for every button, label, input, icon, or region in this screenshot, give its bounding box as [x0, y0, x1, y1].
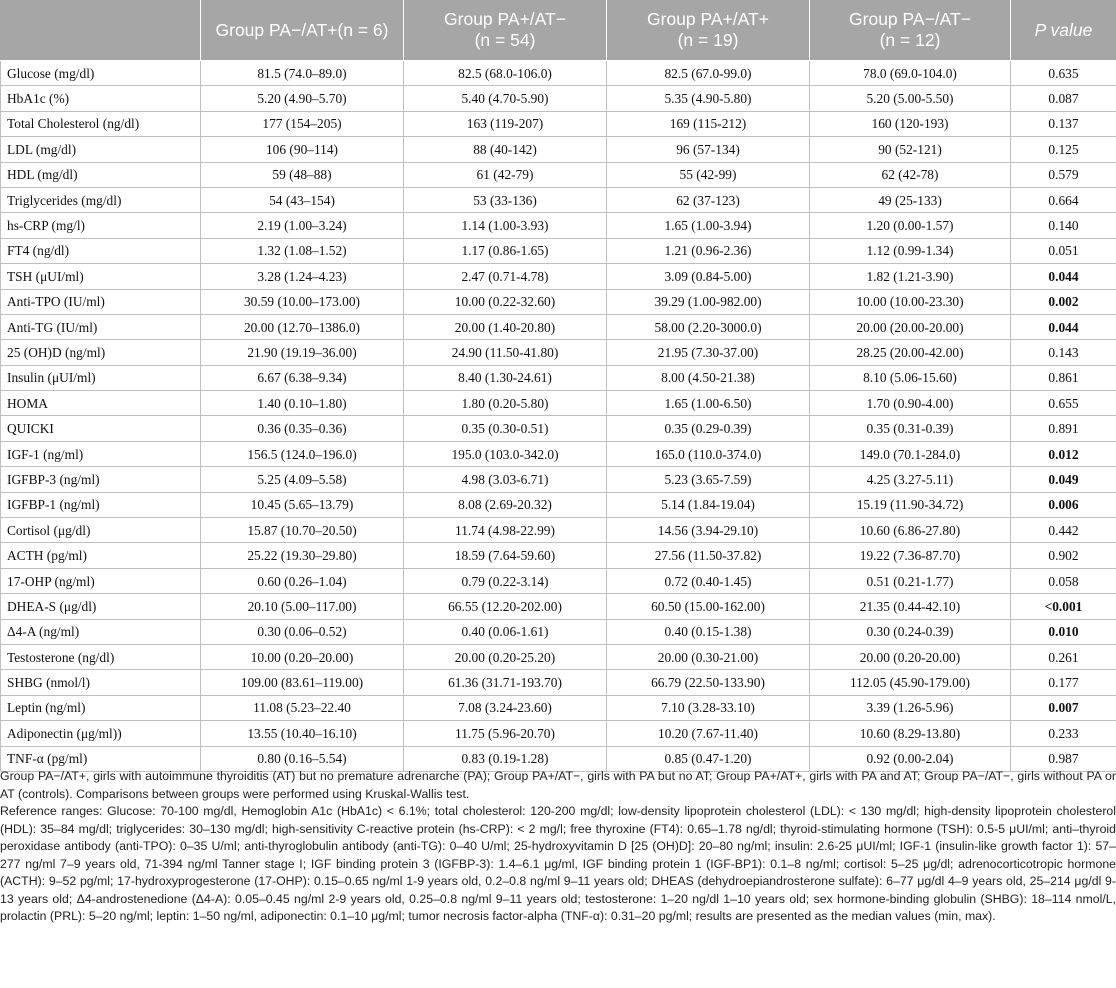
table-row	[1, 594, 1116, 619]
row-label: HOMA	[1, 391, 201, 416]
cell-group-pa-pos-at-pos: 20.00 (0.30-21.00)	[607, 644, 810, 669]
row-label: Triglycerides (mg/dl)	[1, 187, 201, 212]
cell-group-pa-neg-at-pos: 6.67 (6.38–9.34)	[201, 365, 404, 390]
cell-p-value: 0.002	[1011, 289, 1116, 314]
table-row	[1, 111, 1116, 136]
table-row	[1, 721, 1116, 746]
row-label: TNF-α (pg/ml)	[1, 746, 201, 771]
header-group-pa-neg-at-pos-label: Group PA−/AT+(n = 6)	[215, 19, 389, 40]
cell-group-pa-pos-at-pos: 7.10 (3.28-33.10)	[607, 695, 810, 720]
row-label: DHEA-S (μg/dl)	[1, 594, 201, 619]
cell-p-value: 0.579	[1011, 162, 1116, 187]
cell-group-pa-neg-at-neg: 4.25 (3.27-5.11)	[810, 467, 1011, 492]
row-label: Anti-TG (IU/ml)	[1, 314, 201, 339]
cell-group-pa-pos-at-pos: 8.00 (4.50-21.38)	[607, 365, 810, 390]
table-row	[1, 137, 1116, 162]
cell-group-pa-pos-at-neg: 82.5 (68.0-106.0)	[404, 61, 607, 86]
cell-group-pa-pos-at-pos: 1.21 (0.96-2.36)	[607, 238, 810, 263]
cell-p-value: 0.058	[1011, 568, 1116, 593]
cell-group-pa-pos-at-pos: 39.29 (1.00-982.00)	[607, 289, 810, 314]
cell-group-pa-pos-at-pos: 96 (57-134)	[607, 137, 810, 162]
cell-group-pa-pos-at-pos: 55 (42-99)	[607, 162, 810, 187]
cell-group-pa-neg-at-pos: 25.22 (19.30–29.80)	[201, 543, 404, 568]
cell-group-pa-pos-at-neg: 1.80 (0.20-5.80)	[404, 391, 607, 416]
row-label: Total Cholesterol (ng/dl)	[1, 111, 201, 136]
cell-group-pa-pos-at-neg: 24.90 (11.50-41.80)	[404, 340, 607, 365]
cell-group-pa-neg-at-pos: 5.25 (4.09–5.58)	[201, 467, 404, 492]
cell-group-pa-neg-at-pos: 1.40 (0.10–1.80)	[201, 391, 404, 416]
table-row	[1, 644, 1116, 669]
table-row	[1, 213, 1116, 238]
cell-p-value: 0.177	[1011, 670, 1116, 695]
row-label: Δ4-A (ng/ml)	[1, 619, 201, 644]
cell-group-pa-pos-at-pos: 1.65 (1.00-3.94)	[607, 213, 810, 238]
row-label: Anti-TPO (IU/ml)	[1, 289, 201, 314]
cell-p-value: 0.125	[1011, 137, 1116, 162]
row-label: 17-OHP (ng/ml)	[1, 568, 201, 593]
cell-group-pa-neg-at-pos: 156.5 (124.0–196.0)	[201, 441, 404, 466]
cell-group-pa-pos-at-neg: 0.83 (0.19-1.28)	[404, 746, 607, 771]
cell-group-pa-neg-at-pos: 15.87 (10.70–20.50)	[201, 518, 404, 543]
cell-p-value: 0.049	[1011, 467, 1116, 492]
row-label: HbA1c (%)	[1, 86, 201, 111]
cell-group-pa-neg-at-pos: 30.59 (10.00–173.00)	[201, 289, 404, 314]
row-label: LDL (mg/dl)	[1, 137, 201, 162]
row-label: QUICKI	[1, 416, 201, 441]
cell-group-pa-pos-at-neg: 1.14 (1.00-3.93)	[404, 213, 607, 238]
cell-group-pa-pos-at-pos: 10.20 (7.67-11.40)	[607, 721, 810, 746]
cell-group-pa-neg-at-neg: 19.22 (7.36-87.70)	[810, 543, 1011, 568]
header-parameter	[1, 0, 201, 61]
row-label: Testosterone (ng/dl)	[1, 644, 201, 669]
cell-p-value: 0.987	[1011, 746, 1116, 771]
table-row	[1, 518, 1116, 543]
cell-p-value: 0.007	[1011, 695, 1116, 720]
header-group-pa-neg-at-neg	[810, 0, 1011, 61]
cell-group-pa-neg-at-pos: 0.30 (0.06–0.52)	[201, 619, 404, 644]
cell-group-pa-neg-at-neg: 15.19 (11.90-34.72)	[810, 492, 1011, 517]
table-row	[1, 492, 1116, 517]
cell-group-pa-pos-at-neg: 7.08 (3.24-23.60)	[404, 695, 607, 720]
cell-group-pa-neg-at-neg: 10.60 (8.29-13.80)	[810, 721, 1011, 746]
cell-p-value: 0.635	[1011, 61, 1116, 86]
cell-group-pa-neg-at-neg: 78.0 (69.0-104.0)	[810, 61, 1011, 86]
cell-group-pa-pos-at-neg: 0.79 (0.22-3.14)	[404, 568, 607, 593]
cell-group-pa-pos-at-neg: 66.55 (12.20-202.00)	[404, 594, 607, 619]
cell-group-pa-neg-at-pos: 11.08 (5.23–22.40	[201, 695, 404, 720]
cell-group-pa-pos-at-neg: 0.35 (0.30-0.51)	[404, 416, 607, 441]
cell-p-value: 0.143	[1011, 340, 1116, 365]
header-group-pa-pos-at-pos-label: Group PA+/AT+ (n = 19)	[647, 9, 769, 50]
cell-group-pa-neg-at-pos: 0.36 (0.35–0.36)	[201, 416, 404, 441]
header-p-value-label: P value	[1034, 19, 1093, 40]
cell-p-value: 0.044	[1011, 314, 1116, 339]
table-row	[1, 543, 1116, 568]
table-row	[1, 619, 1116, 644]
cell-group-pa-neg-at-pos: 177 (154–205)	[201, 111, 404, 136]
cell-group-pa-neg-at-neg: 1.70 (0.90-4.00)	[810, 391, 1011, 416]
cell-p-value: 0.664	[1011, 187, 1116, 212]
cell-group-pa-pos-at-neg: 4.98 (3.03-6.71)	[404, 467, 607, 492]
row-label: SHBG (nmol/l)	[1, 670, 201, 695]
cell-group-pa-pos-at-pos: 62 (37-123)	[607, 187, 810, 212]
cell-group-pa-neg-at-pos: 3.28 (1.24–4.23)	[201, 264, 404, 289]
row-label: IGF-1 (ng/ml)	[1, 441, 201, 466]
table-header-row	[1, 0, 1116, 61]
cell-group-pa-pos-at-pos: 0.40 (0.15-1.38)	[607, 619, 810, 644]
cell-group-pa-neg-at-neg: 28.25 (20.00-42.00)	[810, 340, 1011, 365]
cell-group-pa-pos-at-neg: 61.36 (31.71-193.70)	[404, 670, 607, 695]
cell-group-pa-pos-at-pos: 169 (115-212)	[607, 111, 810, 136]
cell-group-pa-neg-at-neg: 10.00 (10.00-23.30)	[810, 289, 1011, 314]
row-label: ACTH (pg/ml)	[1, 543, 201, 568]
row-label: Cortisol (μg/dl)	[1, 518, 201, 543]
cell-group-pa-neg-at-neg: 3.39 (1.26-5.96)	[810, 695, 1011, 720]
header-group-pa-pos-at-pos	[607, 0, 810, 61]
cell-group-pa-pos-at-neg: 18.59 (7.64-59.60)	[404, 543, 607, 568]
cell-group-pa-pos-at-neg: 11.75 (5.96-20.70)	[404, 721, 607, 746]
cell-group-pa-pos-at-pos: 14.56 (3.94-29.10)	[607, 518, 810, 543]
cell-group-pa-neg-at-neg: 20.00 (20.00-20.00)	[810, 314, 1011, 339]
cell-group-pa-pos-at-neg: 11.74 (4.98-22.99)	[404, 518, 607, 543]
cell-group-pa-neg-at-neg: 160 (120-193)	[810, 111, 1011, 136]
row-label: Insulin (μUI/ml)	[1, 365, 201, 390]
cell-group-pa-pos-at-pos: 0.85 (0.47-1.20)	[607, 746, 810, 771]
cell-group-pa-pos-at-pos: 5.35 (4.90-5.80)	[607, 86, 810, 111]
row-label: Leptin (ng/ml)	[1, 695, 201, 720]
table-row	[1, 391, 1116, 416]
cell-group-pa-neg-at-neg: 49 (25-133)	[810, 187, 1011, 212]
cell-group-pa-pos-at-neg: 8.08 (2.69-20.32)	[404, 492, 607, 517]
cell-group-pa-pos-at-neg: 163 (119-207)	[404, 111, 607, 136]
cell-p-value: 0.442	[1011, 518, 1116, 543]
cell-group-pa-neg-at-pos: 2.19 (1.00–3.24)	[201, 213, 404, 238]
header-group-pa-pos-at-neg	[404, 0, 607, 61]
cell-group-pa-pos-at-pos: 60.50 (15.00-162.00)	[607, 594, 810, 619]
cell-p-value: 0.861	[1011, 365, 1116, 390]
cell-p-value: 0.087	[1011, 86, 1116, 111]
cell-group-pa-neg-at-neg: 10.60 (6.86-27.80)	[810, 518, 1011, 543]
cell-group-pa-pos-at-neg: 0.40 (0.06-1.61)	[404, 619, 607, 644]
cell-group-pa-neg-at-neg: 1.12 (0.99-1.34)	[810, 238, 1011, 263]
cell-group-pa-pos-at-pos: 58.00 (2.20-3000.0)	[607, 314, 810, 339]
row-label: IGFBP-3 (ng/ml)	[1, 467, 201, 492]
cell-p-value: 0.051	[1011, 238, 1116, 263]
row-label: 25 (OH)D (ng/ml)	[1, 340, 201, 365]
table-row	[1, 340, 1116, 365]
cell-group-pa-pos-at-neg: 8.40 (1.30-24.61)	[404, 365, 607, 390]
table-row	[1, 568, 1116, 593]
cell-group-pa-neg-at-neg: 0.51 (0.21-1.77)	[810, 568, 1011, 593]
table-row	[1, 289, 1116, 314]
row-label: Adiponectin (μg/ml))	[1, 721, 201, 746]
cell-group-pa-pos-at-pos: 5.14 (1.84-19.04)	[607, 492, 810, 517]
table-row	[1, 416, 1116, 441]
cell-group-pa-pos-at-neg: 1.17 (0.86-1.65)	[404, 238, 607, 263]
cell-p-value: 0.891	[1011, 416, 1116, 441]
cell-group-pa-neg-at-pos: 81.5 (74.0–89.0)	[201, 61, 404, 86]
cell-p-value: 0.902	[1011, 543, 1116, 568]
cell-group-pa-pos-at-pos: 82.5 (67.0-99.0)	[607, 61, 810, 86]
cell-group-pa-neg-at-pos: 109.00 (83.61–119.00)	[201, 670, 404, 695]
cell-p-value: 0.012	[1011, 441, 1116, 466]
cell-group-pa-pos-at-pos: 0.72 (0.40-1.45)	[607, 568, 810, 593]
table-row	[1, 365, 1116, 390]
cell-group-pa-pos-at-pos: 66.79 (22.50-133.90)	[607, 670, 810, 695]
cell-p-value: 0.655	[1011, 391, 1116, 416]
cell-group-pa-pos-at-neg: 195.0 (103.0-342.0)	[404, 441, 607, 466]
cell-group-pa-neg-at-pos: 5.20 (4.90–5.70)	[201, 86, 404, 111]
cell-group-pa-neg-at-pos: 59 (48–88)	[201, 162, 404, 187]
cell-group-pa-pos-at-pos: 0.35 (0.29-0.39)	[607, 416, 810, 441]
footnote-groups: Group PA−/AT+, girls with autoimmune thyroiditis (AT) but no premature adrenarche (PA); Group PA+/AT−, girls with PA but no AT; Group PA+/AT+, girls with PA and AT; Group PA−/AT−, girls without PA or AT (controls). Comparisons between groups were performed using Kruskal-Wallis test.	[0, 769, 1116, 801]
cell-group-pa-neg-at-neg: 149.0 (70.1-284.0)	[810, 441, 1011, 466]
cell-group-pa-neg-at-neg: 8.10 (5.06-15.60)	[810, 365, 1011, 390]
header-p-value	[1011, 0, 1116, 61]
cell-group-pa-neg-at-pos: 20.00 (12.70–1386.0)	[201, 314, 404, 339]
cell-group-pa-pos-at-pos: 5.23 (3.65-7.59)	[607, 467, 810, 492]
cell-group-pa-neg-at-neg: 20.00 (0.20-20.00)	[810, 644, 1011, 669]
cell-group-pa-pos-at-neg: 10.00 (0.22-32.60)	[404, 289, 607, 314]
cell-p-value: <0.001	[1011, 594, 1116, 619]
cell-p-value: 0.006	[1011, 492, 1116, 517]
header-group-pa-neg-at-neg-label: Group PA−/AT− (n = 12)	[849, 9, 971, 50]
row-label: HDL (mg/dl)	[1, 162, 201, 187]
header-group-pa-pos-at-neg-label: Group PA+/AT− (n = 54)	[444, 9, 566, 50]
cell-group-pa-pos-at-neg: 20.00 (0.20-25.20)	[404, 644, 607, 669]
cell-group-pa-neg-at-pos: 21.90 (19.19–36.00)	[201, 340, 404, 365]
cell-group-pa-neg-at-pos: 13.55 (10.40–16.10)	[201, 721, 404, 746]
table-row	[1, 86, 1116, 111]
cell-group-pa-neg-at-neg: 1.20 (0.00-1.57)	[810, 213, 1011, 238]
cell-group-pa-neg-at-pos: 10.00 (0.20–20.00)	[201, 644, 404, 669]
cell-group-pa-neg-at-neg: 112.05 (45.90-179.00)	[810, 670, 1011, 695]
cell-group-pa-pos-at-pos: 3.09 (0.84-5.00)	[607, 264, 810, 289]
cell-group-pa-pos-at-pos: 165.0 (110.0-374.0)	[607, 441, 810, 466]
cell-group-pa-neg-at-neg: 0.30 (0.24-0.39)	[810, 619, 1011, 644]
cell-group-pa-pos-at-neg: 61 (42-79)	[404, 162, 607, 187]
table-row	[1, 264, 1116, 289]
cell-p-value: 0.233	[1011, 721, 1116, 746]
cell-group-pa-pos-at-neg: 20.00 (1.40-20.80)	[404, 314, 607, 339]
footnote-reference-ranges: Reference ranges: Glucose: 70-100 mg/dl, Hemoglobin A1c (HbA1c) < 6.1%; total cholesterol: 120-200 mg/dl; low-density lipoprotein cholesterol (LDL): < 130 mg/dl; high-density lipoprotein cholesterol (HDL): 35–84 mg/dl; triglycerides: 30–130 mg/dl; high-sensitivity C-reactive protein (hs-CRP): < 2 mg/l; free thyroxine (FT4): 0.65–1.78 ng/dl; thyroid-stimulating hormone (TSH): 0.5-5 μUI/ml; anti–thyroid peroxidase antibody (anti-TPO): 0–35 U/ml; anti-thyroglobulin antibody (anti-TG): 0–40 U/ml; 25-hydroxyvitamin D [25 (OH)D]: 20–80 ng/ml; insulin: 2.6-25 μUI/ml; IGF-1 (insulin-like growth factor 1): 57–277 ng/ml 7–9 years old, 71-394 ng/ml Tanner stage I; IGF binding protein 3 (IGFBP-3): 1.4–6.1 μg/ml, IGF binding protein 1 (IGF-BP1): 0.1–8 ng/ml; cortisol: 5–25 μg/dl; adrenocorticotropic hormone (ACTH): 9–52 pg/ml; 17-hydroxyprogesterone (17-OHP): 0.15–0.65 ng/ml 1-9 years old, 0.2–0.8 ng/ml 9–11 years old; DHEAS (dehydroepiandrosterone sulfate): 6–77 μg/dl 4–9 years old, 25–214 μg/dl 9-13 years old; Δ4-androstenedione (Δ4-A): 0.05–0.45 ng/ml 2-9 years old, 0.25–0.8 ng/ml 9–11 years old; testosterone: 1–20 ng/dl 1–10 years old; sex hormone-binding globulin (SHBG): 18–114 nmol/L, prolactin (PRL): 5–20 ng/ml; leptin: 1–50 ng/ml, adiponectin: 0.1–10 μg/ml; tumor necrosis factor-alpha (TNF-α): 0.31–20 pg/ml; results are presented as the median values (min, max).	[0, 804, 1116, 923]
header-group-pa-neg-at-pos	[201, 0, 404, 61]
cell-group-pa-neg-at-pos: 54 (43–154)	[201, 187, 404, 212]
cell-p-value: 0.137	[1011, 111, 1116, 136]
cell-p-value: 0.140	[1011, 213, 1116, 238]
cell-p-value: 0.044	[1011, 264, 1116, 289]
cell-group-pa-pos-at-neg: 53 (33-136)	[404, 187, 607, 212]
cell-group-pa-neg-at-pos: 10.45 (5.65–13.79)	[201, 492, 404, 517]
cell-p-value: 0.010	[1011, 619, 1116, 644]
cell-group-pa-neg-at-neg: 5.20 (5.00-5.50)	[810, 86, 1011, 111]
cell-p-value: 0.261	[1011, 644, 1116, 669]
cell-group-pa-pos-at-neg: 88 (40-142)	[404, 137, 607, 162]
cell-group-pa-pos-at-pos: 27.56 (11.50-37.82)	[607, 543, 810, 568]
cell-group-pa-neg-at-neg: 0.35 (0.31-0.39)	[810, 416, 1011, 441]
cell-group-pa-neg-at-pos: 106 (90–114)	[201, 137, 404, 162]
cell-group-pa-neg-at-neg: 1.82 (1.21-3.90)	[810, 264, 1011, 289]
table-row	[1, 670, 1116, 695]
table-row	[1, 441, 1116, 466]
row-label: Glucose (mg/dl)	[1, 61, 201, 86]
row-label: hs-CRP (mg/l)	[1, 213, 201, 238]
cell-group-pa-pos-at-pos: 1.65 (1.00-6.50)	[607, 391, 810, 416]
cell-group-pa-neg-at-neg: 90 (52-121)	[810, 137, 1011, 162]
table-row	[1, 238, 1116, 263]
table-row	[1, 162, 1116, 187]
row-label: TSH (μUI/ml)	[1, 264, 201, 289]
row-label: IGFBP-1 (ng/ml)	[1, 492, 201, 517]
table-row	[1, 314, 1116, 339]
cell-group-pa-pos-at-neg: 5.40 (4.70-5.90)	[404, 86, 607, 111]
row-label: FT4 (ng/dl)	[1, 238, 201, 263]
cell-group-pa-neg-at-pos: 0.60 (0.26–1.04)	[201, 568, 404, 593]
cell-group-pa-neg-at-pos: 1.32 (1.08–1.52)	[201, 238, 404, 263]
cell-group-pa-neg-at-neg: 21.35 (0.44-42.10)	[810, 594, 1011, 619]
cell-group-pa-neg-at-neg: 62 (42-78)	[810, 162, 1011, 187]
table-row	[1, 61, 1116, 86]
cell-group-pa-neg-at-pos: 0.80 (0.16–5.54)	[201, 746, 404, 771]
table-row	[1, 695, 1116, 720]
cell-group-pa-pos-at-neg: 2.47 (0.71-4.78)	[404, 264, 607, 289]
table-footnotes	[0, 768, 1116, 926]
table-row	[1, 467, 1116, 492]
cell-group-pa-pos-at-pos: 21.95 (7.30-37.00)	[607, 340, 810, 365]
table-row	[1, 187, 1116, 212]
cell-group-pa-neg-at-pos: 20.10 (5.00–117.00)	[201, 594, 404, 619]
cell-group-pa-neg-at-neg: 0.92 (0.00-2.04)	[810, 746, 1011, 771]
table-body	[1, 61, 1116, 772]
